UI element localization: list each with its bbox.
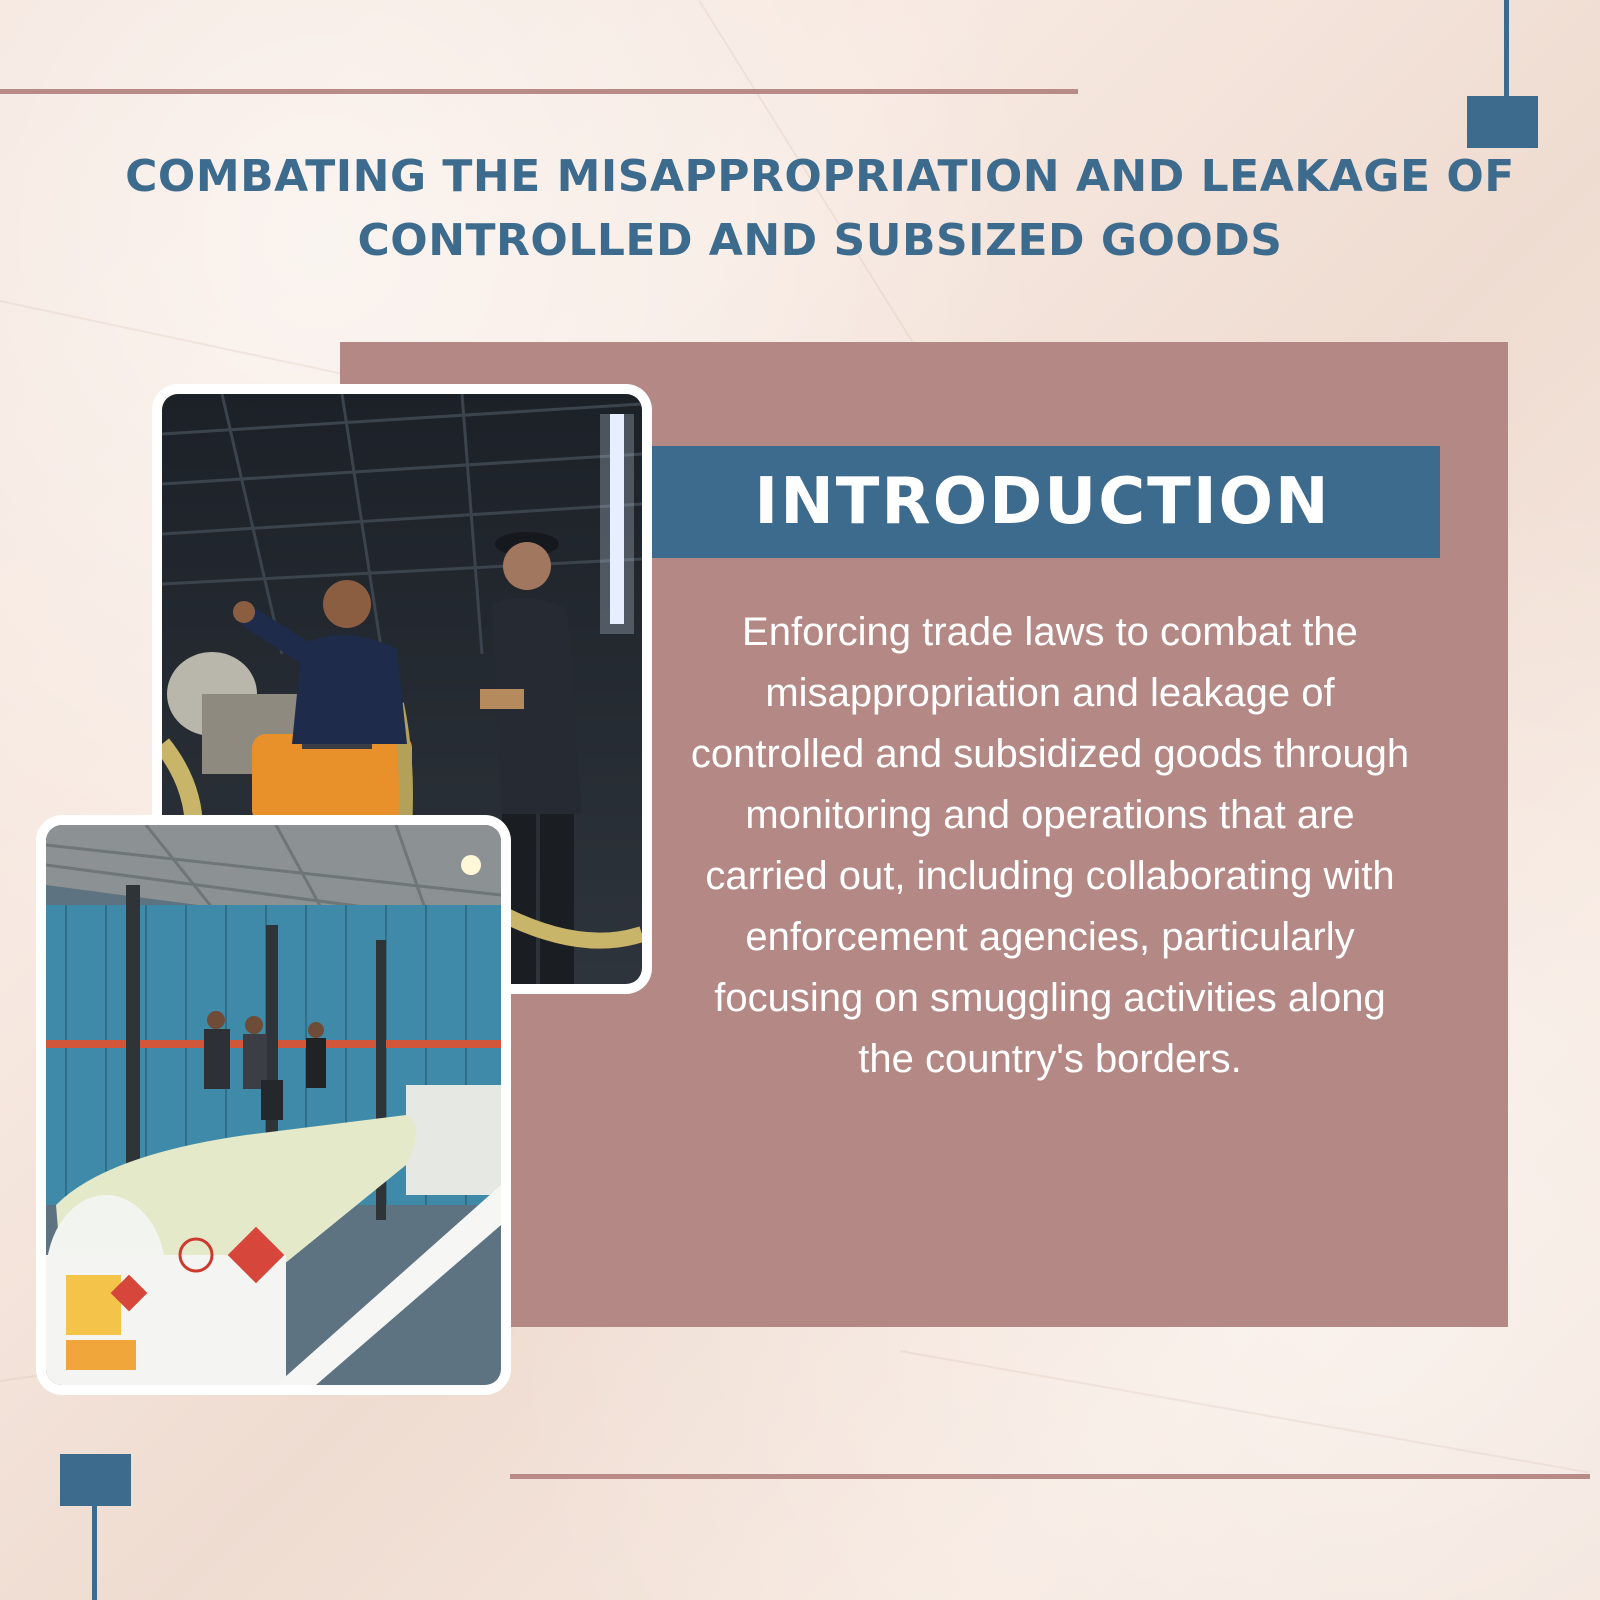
top-rule [0, 89, 1078, 94]
introduction-body: Enforcing trade laws to combat the misappropriation and leakage of controlled and subsidized goods through monitoring and operations that are carried out, including collaborating with enforcement agencies, particularly focusing on smuggling activities along the country's borders. [690, 610, 1410, 1081]
photo-bottom-image [46, 825, 501, 1385]
photo-bottom [36, 815, 511, 1395]
top-right-vertical-line [1504, 0, 1509, 100]
page-title-line-2: CONTROLLED AND SUBSIZED GOODS [357, 215, 1283, 266]
page-title-line-1: COMBATING THE MISAPPROPRIATION AND LEAKAGE OF [125, 151, 1515, 202]
introduction-heading: INTRODUCTION [754, 465, 1331, 539]
introduction-banner [645, 446, 1440, 558]
bottom-left-square [60, 1454, 131, 1506]
page-title [60, 145, 1580, 273]
bottom-rule [510, 1474, 1590, 1479]
paper-crease [900, 1350, 1590, 1474]
bottom-left-vertical-line [92, 1505, 97, 1600]
top-right-square [1467, 96, 1538, 148]
